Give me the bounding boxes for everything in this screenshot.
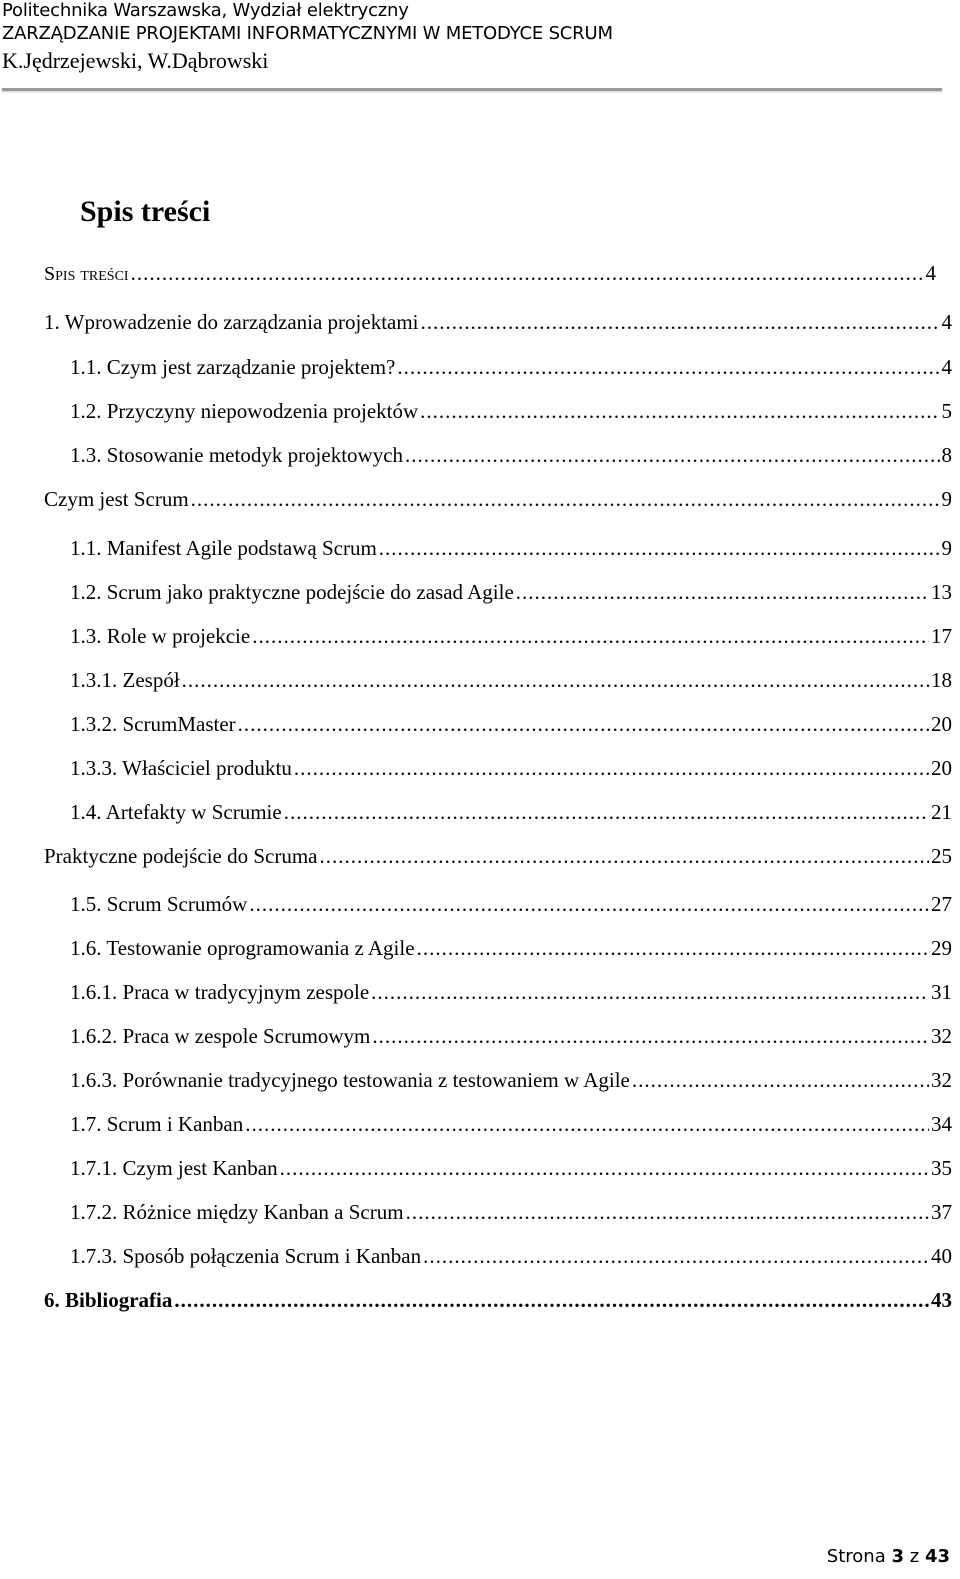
toc-leader-dots [191,485,940,513]
toc-leader-dots [379,534,940,562]
toc-entry[interactable] [44,259,936,288]
toc-entry[interactable] [44,308,952,336]
toc-leader-dots [371,978,929,1006]
toc-entry-page: 17 [931,624,952,648]
toc-entry[interactable] [70,1022,952,1050]
toc-entry[interactable] [70,1198,952,1226]
toc-leader-dots [252,622,929,650]
toc-entry[interactable] [44,1286,952,1314]
toc-entry-label: 1.2. Scrum jako praktyczne podejście do zasad Agile [70,580,514,604]
toc-entry[interactable] [70,534,952,562]
toc-entry-label: 1.7.1. Czym jest Kanban [70,1156,278,1180]
toc-entry-label: 1.7.2. Różnice między Kanban a Scrum [70,1200,404,1224]
toc-leader-dots [417,934,929,962]
toc-entry-label: 1.7.3. Sposób połączenia Scrum i Kanban [70,1244,422,1268]
toc-entry[interactable] [70,798,952,826]
footer-current-page: 3 [891,1546,905,1567]
toc-entry[interactable] [70,1154,952,1182]
toc-leader-dots [406,1198,929,1226]
toc-entry-page: 9 [941,536,952,560]
toc-entry-label: Spis treści [44,263,129,285]
toc-entry-label: 1.1. Czym jest zarządzanie projektem? [70,355,396,379]
toc-entry-page: 27 [931,892,952,916]
toc-entry[interactable] [44,842,952,870]
toc-leader-dots [632,1066,929,1094]
header-document-title: ZARZĄDZANIE PROJEKTAMI INFORMATYCZNYMI W METODYCE SCRUM [2,23,613,44]
toc-entry[interactable] [70,1110,952,1138]
footer-separator: z [909,1546,920,1567]
toc-leader-dots [516,578,929,606]
toc-entry[interactable] [70,890,952,918]
toc-entry-label: 1.3. Role w projekcie [70,624,251,648]
toc-entry-page: 40 [931,1244,952,1268]
footer-prefix: Strona [826,1546,886,1567]
toc-entry[interactable] [70,934,952,962]
toc-leader-dots [280,1154,929,1182]
toc-entry-label: 1.6.3. Porównanie tradycyjnego testowania z testowaniem w Agile [70,1068,630,1092]
toc-entry-label: 1.7. Scrum i Kanban [70,1112,244,1136]
toc-entry[interactable] [70,578,952,606]
toc-leader-dots [421,308,940,336]
toc-entry[interactable] [70,978,952,1006]
toc-entry[interactable] [70,754,952,782]
toc-entry-page: 35 [931,1156,952,1180]
toc-leader-dots [420,397,939,425]
page-footer [827,1544,950,1570]
toc-entry-label: Czym jest Scrum [44,487,189,511]
toc-leader-dots [284,798,929,826]
toc-entry[interactable] [70,353,952,381]
toc-leader-dots [423,1242,929,1270]
toc-entry-label: 1.3. Stosowanie metodyk projektowych [70,443,404,467]
toc-entry-page: 20 [931,756,952,780]
toc-entry[interactable] [70,1242,952,1270]
toc-entry-label: 6. Bibliografia [44,1288,173,1312]
toc-leader-dots [320,842,930,870]
toc-leader-dots [249,890,929,918]
toc-leader-dots [372,1022,929,1050]
toc-entry[interactable] [70,622,952,650]
toc-heading: Spis treści [80,195,211,228]
toc-leader-dots [245,1110,929,1138]
toc-entry-page: 25 [931,844,952,868]
toc-entry-label: 1.1. Manifest Agile podstawą Scrum [70,536,377,560]
toc-entry-label: 1.2. Przyczyny niepowodzenia projektów [70,399,419,423]
toc-entry[interactable] [70,1066,952,1094]
toc-entry[interactable] [70,710,952,738]
toc-entry-page: 9 [941,487,952,511]
toc-entry-page: 37 [931,1200,952,1224]
toc-entry-label: 1.6. Testowanie oprogramowania z Agile [70,936,415,960]
toc-entry-label: 1.3.1. Zespół [70,668,180,692]
toc-entry-label: 1.5. Scrum Scrumów [70,892,248,916]
toc-entry[interactable] [70,666,952,694]
footer-total-pages: 43 [924,1546,950,1567]
header-divider [2,88,942,91]
toc-entry[interactable] [44,485,952,513]
toc-entry-page: 4 [925,261,936,285]
toc-entry-label: Praktyczne podejście do Scruma [44,844,318,868]
toc-entry-page: 29 [931,936,952,960]
toc-entry-label: 1. Wprowadzenie do zarządzania projektami [44,310,419,334]
toc-entry-page: 34 [931,1112,952,1136]
header-institution: Politechnika Warszawska, Wydział elektryczny [2,0,409,21]
toc-leader-dots [294,754,929,782]
toc-leader-dots [397,353,939,381]
toc-entry-page: 43 [931,1288,952,1312]
header-authors: K.Jędrzejewski, W.Dąbrowski [2,48,269,73]
toc-entry-page: 4 [941,310,952,334]
toc-entry[interactable] [70,397,952,425]
toc-entry[interactable] [70,441,952,469]
toc-entry-label: 1.4. Artefakty w Scrumie [70,800,282,824]
toc-entry-label: 1.3.2. ScrumMaster [70,712,236,736]
toc-leader-dots [174,1286,929,1314]
toc-entry-label: 1.3.3. Właściciel produktu [70,756,292,780]
toc-entry-page: 4 [941,355,952,379]
toc-entry-page: 31 [931,980,952,1004]
toc-leader-dots [238,710,929,738]
toc-entry-label: 1.6.1. Praca w tradycyjnym zespole [70,980,370,1004]
toc-entry-page: 21 [931,800,952,824]
toc-entry-label: 1.6.2. Praca w zespole Scrumowym [70,1024,371,1048]
toc-leader-dots [182,666,929,694]
toc-entry-page: 32 [931,1024,952,1048]
toc-entry-page: 13 [931,580,952,604]
toc-entry-page: 8 [941,443,952,467]
toc-entry-page: 5 [941,399,952,423]
toc-leader-dots [131,259,924,287]
toc-entry-page: 18 [931,668,952,692]
toc-entry-page: 32 [931,1068,952,1092]
toc-entry-page: 20 [931,712,952,736]
toc-leader-dots [405,441,939,469]
page-header [2,0,942,76]
